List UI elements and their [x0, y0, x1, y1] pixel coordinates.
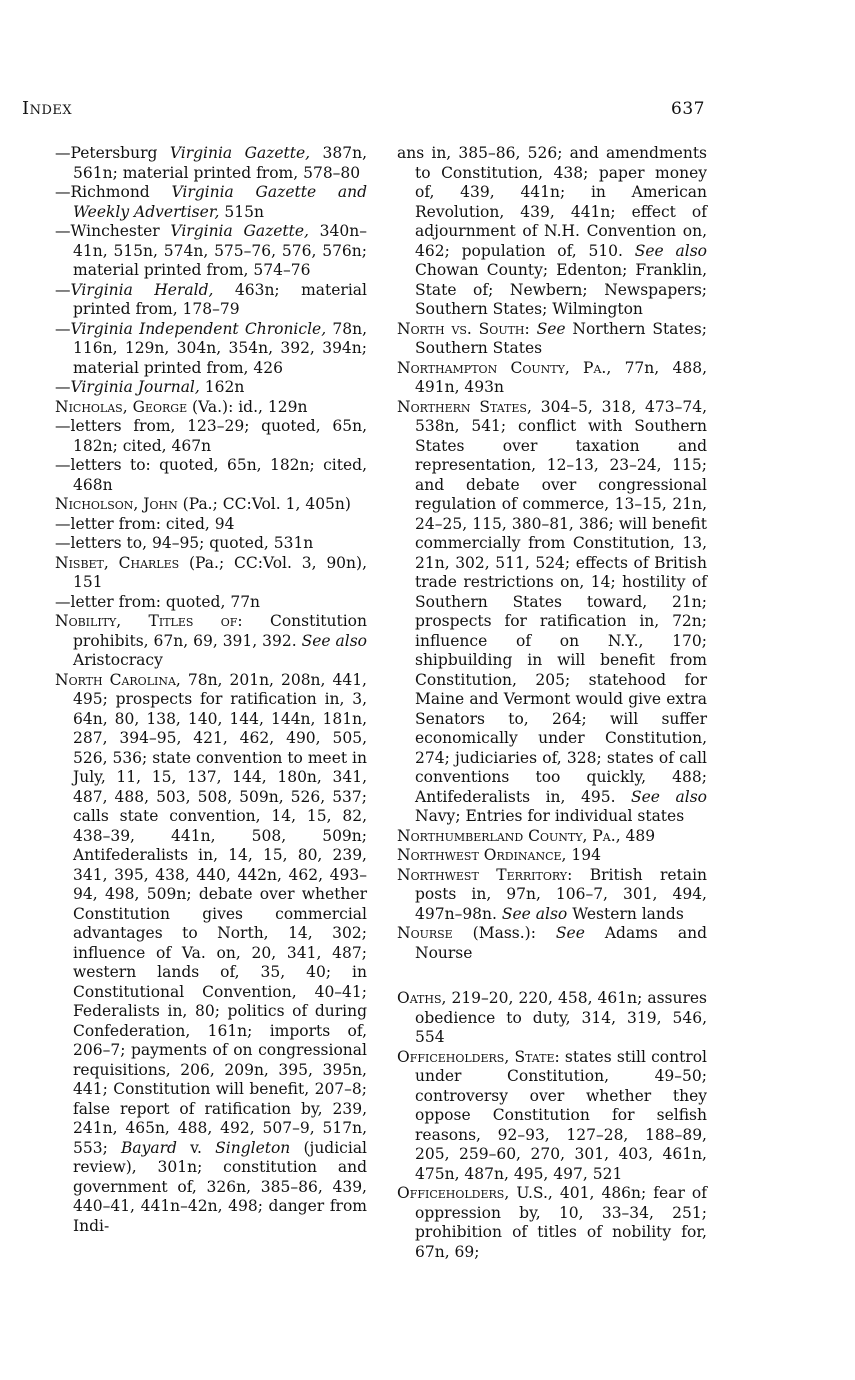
entry-text: —Winchester [55, 222, 171, 240]
entry-text: (judicial review), 301n; constitution and government of, 326n, 385–86, 439, 440–41, 441n–42n, 498; danger from Indi- [73, 1138, 368, 1235]
entry-text: —letter from: cited, 94 [55, 514, 235, 533]
entry-text: ans in, 385–86, 526; and amendments to Constitution, 438; paper money of, 439, 441n; in American Revolution, 439, 441n; effect of adjournment of N.H. Convention on, 462; population of, 510. [397, 144, 707, 260]
index-entry [55, 222, 367, 281]
index-entry [55, 183, 367, 222]
running-head-title: Index [22, 98, 73, 119]
entry-text: 162n [199, 378, 245, 396]
entry-italic: Virginia Journal, [70, 378, 200, 396]
entry-italic: Virginia Independent Chronicle, [70, 319, 327, 338]
index-entry [397, 1048, 707, 1185]
entry-text: , 78n, 201n, 208n, 441, 495; prospects for ratification in, 3, 64n, 80, 138, 140, 144, 144n, 181n, 287, 394–95, 421, 462, 490, 505, 526, 536; state convention to meet in July, 11, 15, 137, 144, 180n, 341, 487, 488, 503, 508, 509n, 526, 537; calls state convention, 14, 15, 82, 438–39, 441n, 508, 509n; Antifederalists in, 14, 15, 80, 239, 341, 395, 438, 440, 442n, 462, 493–94, 498, 509n; debate over whether Constitution gives commercial advantages to North, 14, 302; influence of Va. on, 20, 341, 487; western lands of, 35, 40; in Constitutional Convention, 40–41; Federalists in, 80; politics of during Confederation, 161n; imports of, 206–7; payments of on congressional requisitions, 206, 209n, 395, 395n, 441; Constitution will benefit, 207–8; false report of ratification by, 239, 241n, 465n, 488, 492, 507–9, 517n, 553; [73, 670, 367, 1157]
entry-italic: See [555, 924, 585, 942]
index-entry [55, 320, 367, 379]
entry-text: — [55, 319, 71, 338]
entry-italic: See also [631, 787, 707, 806]
entry-heading: Nicholas, George [55, 397, 188, 416]
entry-text: —Richmond [55, 183, 172, 201]
entry-text: 78n, 116n, 129n, 304n, 354n, 392, 394n; material printed from, 426 [73, 319, 367, 377]
entry-italic: See also [501, 904, 568, 923]
entry-text: Aristocracy [73, 651, 163, 669]
entry-italic: Virginia Gazette, [169, 144, 311, 162]
index-entry [397, 924, 707, 963]
entry-text: : states still control under Constitution, 49–50; controversy over whether they oppose Constitution for selfish reasons, 92–93, 127–28, 188–89, 205, 259–60, 270, 301, 403, 461n, 475n, 487n, 495, 497, 521 [415, 1047, 708, 1183]
entry-text: — [55, 378, 71, 396]
entry-text: Adams and Nourse [415, 924, 707, 962]
entry-italic: See also [634, 241, 707, 260]
index-entry [397, 359, 707, 398]
entry-text: 515n [219, 202, 264, 221]
index-entry [55, 417, 367, 456]
index-entry [55, 593, 367, 613]
entry-text: : [524, 319, 537, 338]
running-head [22, 98, 705, 119]
entry-text: , 304–5, 318, 473–74, 538n, 541; conflict with Southern States over taxation and representation, 12–13, 23–24, 115; and debate over congressional regulation of commerce, 13–15, 21n, 24–25, 115, 380–81, 386; will benefit commercially from Constitution, 13, 21n, 302, 511, 524; effects of British trade restrictions on, 14; hostility of Southern States toward, 21n; prospects for ratification in, 72n; influence of on N.Y., 170; shipbuilding in will benefit from Constitution, 205; statehood for Maine and Vermont would give extra Senators to, 264; will suffer economically under Constitution, 274; judiciaries of, 328; states of call conventions too quickly, 488; Antifederalists in, 495. [415, 397, 708, 806]
entry-text: , 194 [561, 846, 601, 864]
entry-text: —letter from: quoted, 77n [55, 592, 261, 611]
entry-italic: Singleton [215, 1138, 291, 1157]
entry-heading: Oaths [397, 989, 442, 1007]
entry-heading: Nourse [397, 924, 453, 942]
entry-text: (Va.): id., 129n [187, 397, 308, 416]
entry-text: Navy; Entries for individual states [415, 807, 685, 825]
index-entry [397, 1184, 707, 1262]
index-entry [55, 671, 367, 1237]
index-entry [55, 281, 367, 320]
section-gap [397, 963, 707, 989]
entry-heading: Northern States [397, 397, 527, 416]
entry-italic: Virginia Gazette, [170, 222, 309, 240]
entry-heading: Northampton County, Pa. [397, 358, 607, 377]
entry-heading: Northwest Territory [397, 865, 568, 884]
entry-text: , 219–20, 220, 458, 461n; assures obedience to duty, 314, 319, 546, 554 [415, 989, 707, 1046]
entry-text: , 489 [615, 826, 656, 845]
index-entry [397, 144, 707, 320]
entry-text: Western lands [567, 904, 684, 923]
index-entry [55, 398, 367, 418]
entry-text: 340n–41n, 515n, 574n, 575–76, 576, 576n; material printed from, 574–76 [73, 222, 367, 279]
entry-text: (Pa.; CC:Vol. 3, 90n), 151 [73, 553, 367, 591]
entry-text: Chowan County; Edenton; Franklin, State of; Newbern; Newspapers; Southern States; Wilmington [415, 261, 707, 318]
entry-text: —letters from, 123–29; quoted, 65n, 182n; cited, 467n [55, 417, 367, 455]
entry-text: —letters to, 94–95; quoted, 531n [55, 534, 314, 552]
entry-heading: Officeholders, U.S. [397, 1184, 548, 1202]
index-entry [397, 989, 707, 1048]
entry-text: : British retain posts in, 97n, 106–7, 301, 494, 497n–98n. [415, 865, 708, 923]
entry-italic: See [536, 319, 566, 338]
entry-heading: Nobility, Titles of [55, 612, 238, 630]
index-entry [55, 378, 367, 398]
index-entry [55, 456, 367, 495]
left-column [55, 144, 367, 1236]
entry-heading: North Carolina [55, 670, 176, 689]
index-entry [55, 144, 367, 183]
entry-text: v. [176, 1138, 216, 1157]
index-entry [397, 398, 707, 827]
entry-italic: Bayard [120, 1138, 177, 1157]
entry-text: , 77n, 488, 491n, 493n [415, 358, 707, 396]
index-entry [397, 846, 707, 866]
right-column [397, 144, 707, 1262]
index-entry [397, 320, 707, 359]
index-entry [397, 866, 707, 925]
entry-heading: North vs. South [397, 319, 525, 338]
entry-heading: Officeholders, State [397, 1047, 555, 1066]
index-entry [55, 495, 367, 515]
entry-heading: Nisbet, Charles [55, 553, 180, 572]
entry-text: 463n; material printed from, 178–79 [73, 280, 367, 318]
index-entry [55, 534, 367, 554]
page-number: 637 [671, 99, 705, 119]
index-entry [397, 827, 707, 847]
entry-text: , 401, 486n; fear of oppression by, 10, 33–34, 251; prohibition of titles of nobility for, 67n, 69; [415, 1184, 707, 1261]
entry-text: : Constitution prohibits, 67n, 69, 391, 392. [73, 612, 367, 650]
entry-text: —Petersburg [55, 144, 170, 162]
entry-heading: Northumberland County, Pa. [397, 826, 616, 845]
entry-text: (Pa.; CC:Vol. 1, 405n) [177, 495, 351, 513]
entry-text: —letters to: quoted, 65n, 182n; cited, 468n [55, 456, 367, 494]
entry-text: Northern States; Southern States [415, 319, 707, 357]
entry-italic: Virginia Gazette and Weekly Advertiser, [73, 183, 367, 221]
entry-text: (Mass.): [452, 924, 556, 942]
entry-heading: Nicholson, John [55, 495, 178, 513]
index-entry [55, 554, 367, 593]
entry-text: 387n, 561n; material printed from, 578–80 [73, 144, 368, 182]
entry-heading: Northwest Ordinance [397, 846, 562, 864]
entry-text: — [55, 280, 71, 299]
entry-italic: Virginia Herald, [70, 280, 214, 299]
index-entry [55, 515, 367, 535]
index-entry [55, 612, 367, 671]
entry-italic: See also [301, 631, 367, 650]
